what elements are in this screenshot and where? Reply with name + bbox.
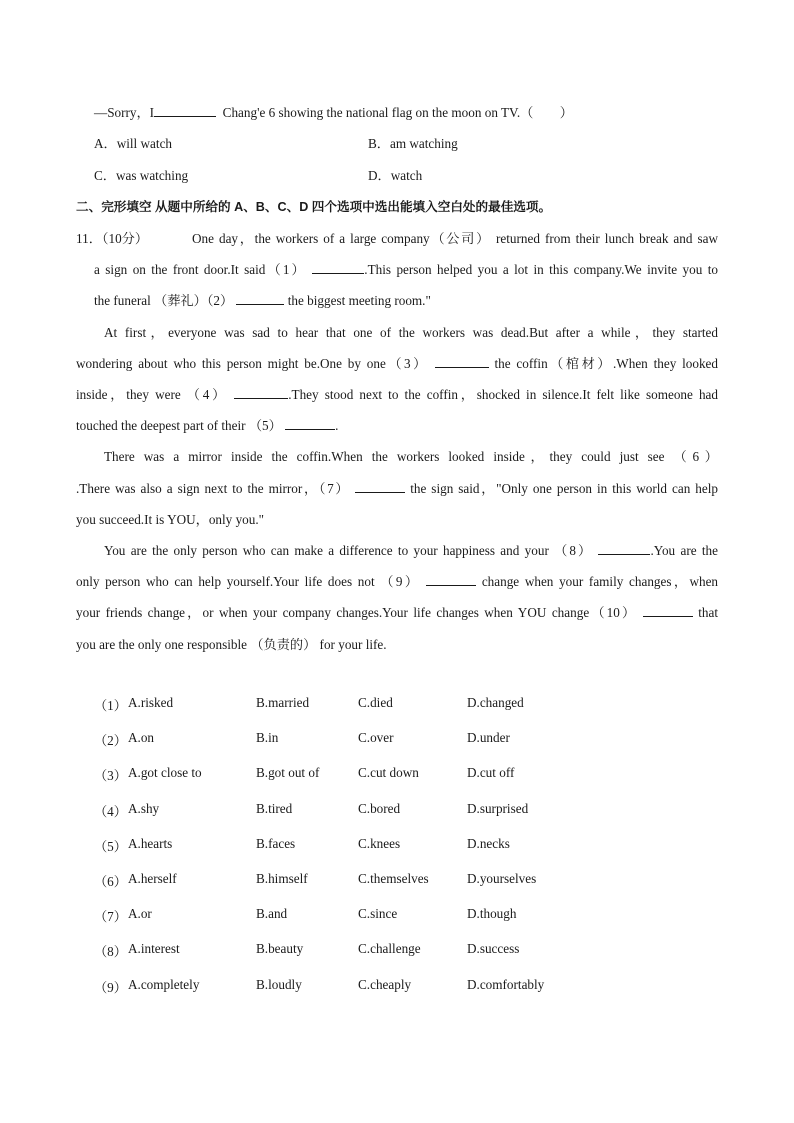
passage-p2-line3: inside，they were （4） .They stood next to the coffin，shocked in silence.It felt like someone had <box>76 387 719 402</box>
passage-p4-line2: only person who can help yourself.Your life does not （9） change when your family changes，when <box>76 574 719 589</box>
blank-8 <box>598 543 650 555</box>
question-number: 11．（10分） <box>76 231 149 246</box>
passage-p4-line1: You are the only person who can make a difference to your happiness and your （8） .You are the <box>104 543 718 558</box>
passage-p2-line4: touched the deepest part of their （5） . <box>76 418 339 433</box>
passage-p3-line1: There was a mirror inside the coffin.When the workers looked inside，they could just see （6） <box>104 449 718 464</box>
blank-10 <box>643 605 693 617</box>
q10-option-d: D．watch <box>368 168 423 183</box>
blank-4 <box>234 387 288 399</box>
passage-p2-line1: At first，everyone was sad to hear that one of the workers was dead.But after a while，they started <box>104 325 718 340</box>
passage-p4-line4: you are the only one responsible （负责的） for your life. <box>76 637 387 652</box>
passage-p3-line3: you succeed.It is YOU，only you." <box>76 512 265 527</box>
blank-2 <box>236 293 284 305</box>
passage-p1-line2: a sign on the front door.It said（1） .This person helped you a lot in this company.We invite you to <box>94 262 719 277</box>
passage-p4-line3: your friends change，or when your company changes.Your life changes when YOU change（10） that <box>76 605 719 620</box>
passage-p1-line3: the funeral （葬礼）（2） the biggest meeting room." <box>94 293 431 308</box>
passage-p1-line1: One day，the workers of a large company（公司） returned from their lunch break and saw <box>192 231 718 246</box>
blank-1 <box>312 262 364 274</box>
q10-option-a: A．will watch <box>94 136 173 151</box>
passage-p3-line2: .There was also a sign next to the mirror，（7） the sign said，"Only one person in this world can help <box>76 481 718 496</box>
blank-3 <box>435 356 489 368</box>
q10-option-c: C．was watching <box>94 168 189 183</box>
blank-5 <box>285 418 335 430</box>
q10-stem: —Sorry，I Chang'e 6 showing the national flag on the moon on TV.（ ） <box>94 105 573 120</box>
q10-blank <box>154 105 216 117</box>
passage-p2-line2: wondering about who this person might be.One by one（3） the coffin（棺材）.When they looked <box>76 356 719 371</box>
blank-9 <box>426 574 476 586</box>
blank-7 <box>355 481 405 493</box>
section-heading: 二、完形填空 从题中所给的 A、B、C、D 四个选项中选出能填入空白处的最佳选项。 <box>76 200 552 214</box>
q10-option-b: B．am watching <box>368 136 458 151</box>
